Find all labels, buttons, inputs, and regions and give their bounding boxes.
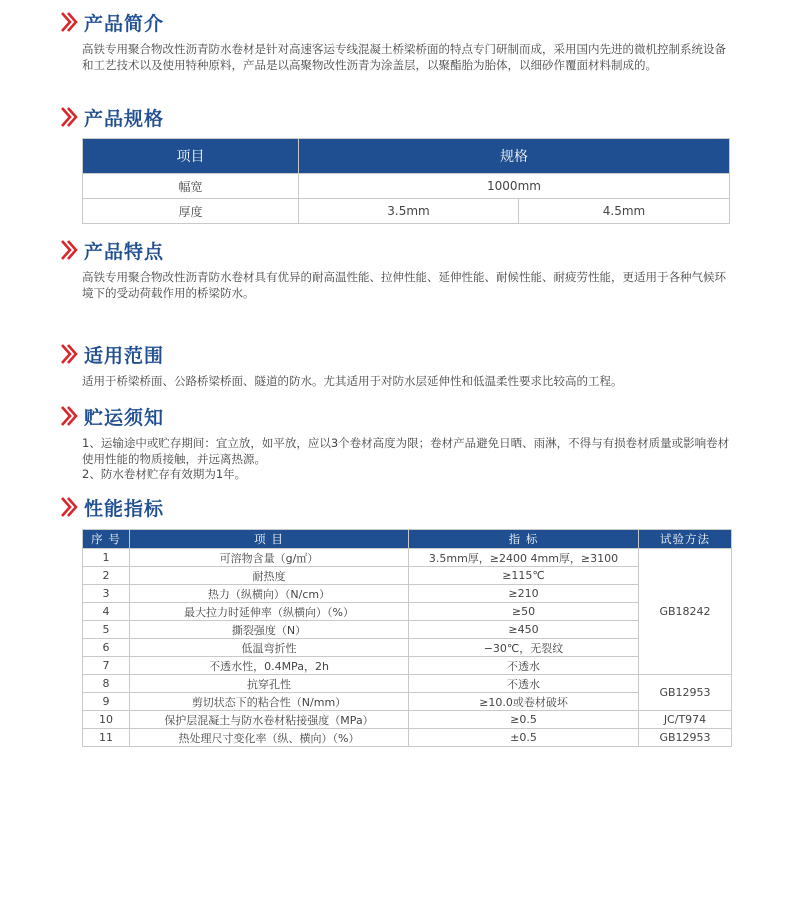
perf-value: ≥50	[409, 603, 639, 621]
section-title: 产品规格	[84, 107, 165, 130]
perf-value: ≥115℃	[409, 567, 639, 585]
perf-item: 热力（纵横向）（N/cm）	[130, 585, 409, 603]
section-heading-performance	[60, 492, 164, 522]
perf-item: 可溶物含量（g/㎡）	[130, 549, 409, 567]
perf-no: 3	[83, 585, 130, 603]
perf-value: −30℃，无裂纹	[409, 639, 639, 657]
double-chevron-icon	[60, 11, 80, 33]
features-text: 高铁专用聚合物改性沥青防水卷材具有优异的耐高温性能、拉伸性能、延伸性能、耐候性能、耐疲劳性能，更适用于各种气候环境下的受动荷载作用的桥梁防水。	[82, 270, 726, 300]
section-heading-intro	[60, 7, 164, 37]
perf-method: GB18242	[639, 549, 732, 675]
perf-value: ≥0.5	[409, 711, 639, 729]
perf-method: GB12953	[639, 729, 732, 747]
perf-value: ±0.5	[409, 729, 639, 747]
perf-no: 6	[83, 639, 130, 657]
storage-line-2: 2、防水卷材贮存有效期为1年。	[82, 467, 247, 481]
section-heading-scope	[60, 339, 164, 369]
spec-value: 1000mm	[299, 174, 730, 199]
table-row	[83, 729, 732, 747]
table-row	[83, 174, 730, 199]
perf-method: JC/T974	[639, 711, 732, 729]
perf-item: 耐热度	[130, 567, 409, 585]
perf-no: 2	[83, 567, 130, 585]
table-row	[83, 675, 732, 693]
section-heading-spec	[60, 102, 164, 132]
section-heading-storage	[60, 401, 164, 431]
performance-table	[82, 529, 732, 747]
section-title: 性能指标	[84, 497, 165, 520]
perf-method: GB12953	[639, 675, 732, 711]
spec-label: 厚度	[83, 199, 299, 224]
perf-no: 11	[83, 729, 130, 747]
table-row	[83, 585, 732, 603]
perf-no: 5	[83, 621, 130, 639]
spec-header-item: 项目	[83, 139, 299, 174]
perf-value: 不透水	[409, 657, 639, 675]
double-chevron-icon	[60, 496, 80, 518]
perf-header-no: 序 号	[83, 530, 130, 549]
perf-item: 剪切状态下的粘合性（N/mm）	[130, 693, 409, 711]
table-row	[83, 621, 732, 639]
perf-value: ≥10.0或卷材破坏	[409, 693, 639, 711]
perf-item: 抗穿孔性	[130, 675, 409, 693]
perf-item: 最大拉力时延伸率（纵横向）（%）	[130, 603, 409, 621]
storage-line-1: 1、运输途中或贮存期间：宜立放，如平放，应以3个卷材高度为限；卷材产品避免日晒、雨淋，不得与有损卷材质量或影响卷材使用性能的物质接触，并远离热源。	[82, 436, 730, 466]
spec-label: 幅宽	[83, 174, 299, 199]
table-row	[83, 603, 732, 621]
perf-item: 低温弯折性	[130, 639, 409, 657]
perf-header-method: 试验方法	[639, 530, 732, 549]
perf-item: 不透水性，0.4MPa，2h	[130, 657, 409, 675]
table-row	[83, 657, 732, 675]
section-title: 贮运须知	[84, 406, 165, 429]
perf-no: 1	[83, 549, 130, 567]
perf-item: 保护层混凝土与防水卷材粘接强度（MPa）	[130, 711, 409, 729]
perf-no: 4	[83, 603, 130, 621]
perf-no: 10	[83, 711, 130, 729]
table-row	[83, 711, 732, 729]
perf-header-item: 项 目	[130, 530, 409, 549]
table-row	[83, 693, 732, 711]
perf-value: 3.5mm厚，≥2400 4mm厚，≥3100	[409, 549, 639, 567]
intro-text: 高铁专用聚合物改性沥青防水卷材是针对高速客运专线混凝土桥梁桥面的特点专门研制而成，采用国内先进的微机控制系统设备和工艺技术以及使用特种原料，产品是以高聚物改性沥青为涂盖层，以聚酯胎为胎体，以细砂作覆面材料制成的。	[82, 42, 726, 72]
perf-value: 不透水	[409, 675, 639, 693]
section-title: 产品简介	[84, 12, 165, 35]
spec-value: 4.5mm	[519, 199, 730, 224]
double-chevron-icon	[60, 106, 80, 128]
perf-value: ≥210	[409, 585, 639, 603]
perf-no: 7	[83, 657, 130, 675]
spec-header-spec: 规格	[299, 139, 730, 174]
perf-no: 9	[83, 693, 130, 711]
scope-text: 适用于桥梁桥面、公路桥梁桥面、隧道的防水。尤其适用于对防水层延伸性和低温柔性要求比较高的工程。	[82, 374, 623, 388]
table-row	[83, 567, 732, 585]
perf-no: 8	[83, 675, 130, 693]
double-chevron-icon	[60, 405, 80, 427]
table-row	[83, 199, 730, 224]
section-title: 产品特点	[84, 240, 165, 263]
perf-item: 撕裂强度（N）	[130, 621, 409, 639]
perf-header-value: 指 标	[409, 530, 639, 549]
spec-value: 3.5mm	[299, 199, 519, 224]
spec-table	[82, 138, 730, 224]
section-title: 适用范围	[84, 344, 165, 367]
perf-value: ≥450	[409, 621, 639, 639]
section-heading-features	[60, 235, 164, 265]
double-chevron-icon	[60, 239, 80, 261]
table-row	[83, 639, 732, 657]
table-row	[83, 549, 732, 567]
perf-item: 热处理尺寸变化率（纵、横向）（%）	[130, 729, 409, 747]
double-chevron-icon	[60, 343, 80, 365]
